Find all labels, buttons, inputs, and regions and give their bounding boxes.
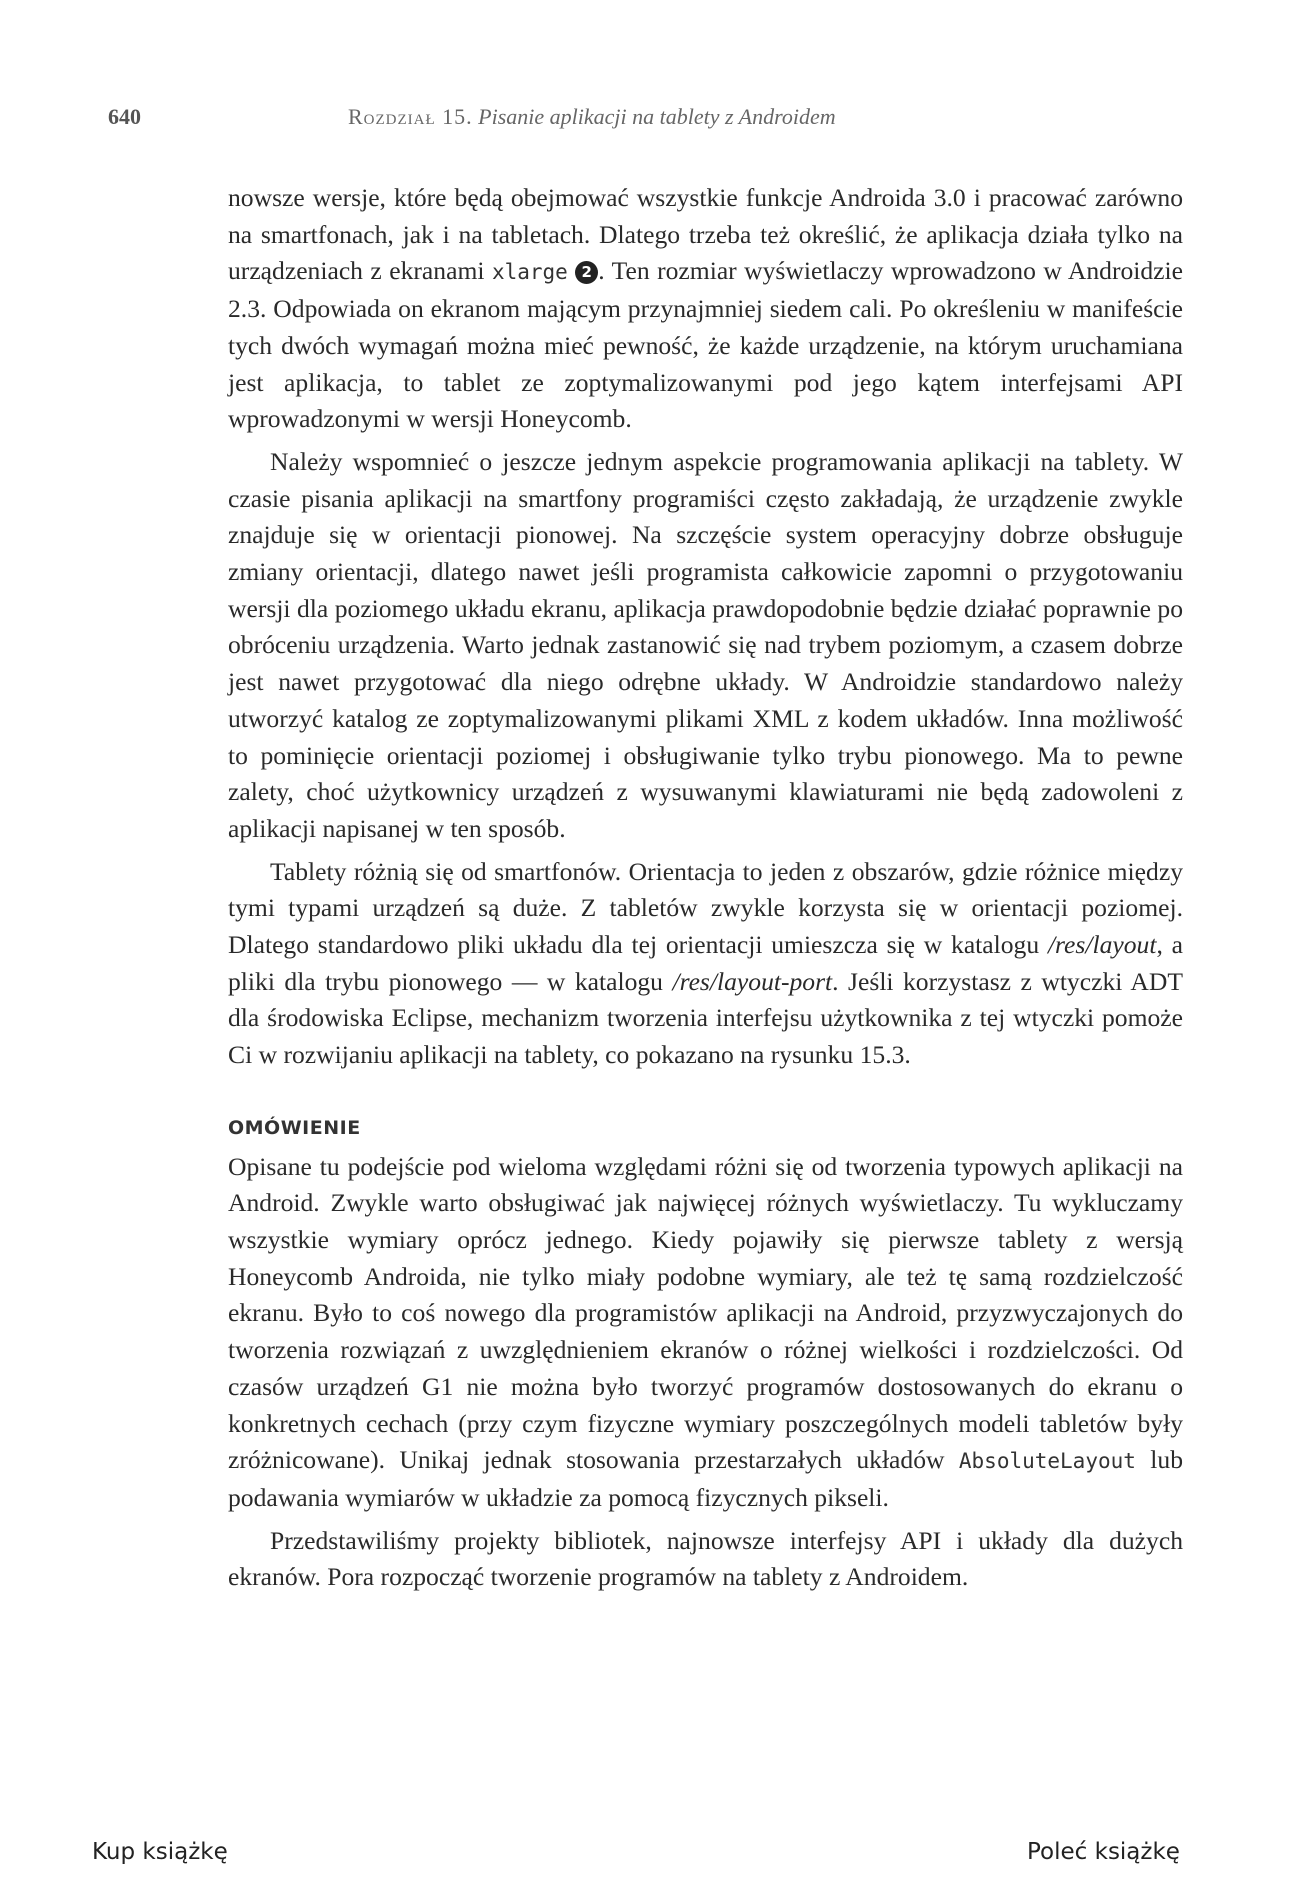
chapter-title: Pisanie aplikacji na tablety z Androidem: [478, 104, 836, 129]
paragraph-text: nowsze wersje, które będą obejmować wszystkie funkcje Androida 3.0 i pracować zarówno na smartfonach, jak i na tabletach. Dlatego trzeba też określić, że aplikacja działa tylko na urządzeniach z ekranami: [228, 183, 1183, 286]
paragraph-5: Przedstawiliśmy projekty bibliotek, najnowsze interfejsy API i układy dla dużych ekranów. Pora rozpocząć tworzenie programów na tablety z Androidem.: [228, 1525, 1183, 1592]
chapter-label: Rozdział 15.: [348, 104, 473, 129]
paragraph-text: Opisane tu podejście pod wieloma względami różni się od tworzenia typowych aplikacji na Android. Zwykle warto obsługiwać jak najwięcej różnych wyświetlaczy. Tu wykluczamy wszystkie wymiary oprócz jednego. Kiedy pojawiły się pierwsze tablety z wersją Honeycomb Androida, nie tylko miały podobne wymiary, ale też tę samą rozdzielczość ekranu. Było to coś nowego dla programistów aplikacji na Android, przyzwyczajonych do tworzenia rozwiązań z uwzględnieniem ekranów o różnej wielkości i rozdzielczości. Od czasów urządzeń G1 nie można było tworzyć programów dostosowanych do ekranu o konkretnych cechach (przy czym fizyczne wymiary poszczególnych modeli tabletów były zróżnicowane). Unikaj jednak stosowania przestarzałych układów: [228, 1151, 1183, 1475]
code-marker-icon: 2: [575, 261, 598, 284]
running-head: [348, 104, 836, 130]
recommend-book-link[interactable]: Poleć książkę: [1027, 1839, 1180, 1865]
paragraph-3: [228, 854, 1183, 1074]
paragraph-2: Należy wspomnieć o jeszcze jednym aspekcie programowania aplikacji na tablety. W czasie pisania aplikacji na smartfony programiści często zakładają, że urządzenie zwykle znajduje się w orientacji pionowej. Na szczęście system operacyjny dobrze obsługuje zmiany orientacji, dlatego nawet jeśli programista całkowicie zapomni o przygotowaniu wersji dla poziomego układu ekranu, aplikacja prawdopodobnie będzie działać poprawnie po obróceniu urządzenia. Warto jednak zastanowić się nad trybem poziomym, a czasem dobrze jest nawet przygotować dla niego odrębne układy. W Androidzie standardowo należy utworzyć katalog ze zoptymalizowanymi plikami XML z kodem układów. Inna możliwość to pominięcie orientacji poziomej i obsługiwanie tylko trybu pionowego. Ma to pewne zalety, choć użytkownicy urządzeń z wysuwanymi klawiaturami nie będą zadowoleni z aplikacji napisanej w ten sposób.: [228, 446, 1183, 843]
paragraph-text: Tablety różnią się od smartfonów. Orientacja to jeden z obszarów, gdzie różnice między tymi typami urządzeń są duże. Z tabletów zwykle korzysta się w orientacji poziomej. Dlatego standardowo pliki układu dla tej orientacji umieszcza się w katalogu: [228, 856, 1183, 960]
page-body: [228, 180, 1183, 1596]
inline-code: xlarge: [491, 260, 568, 285]
paragraph-4: [228, 1149, 1183, 1517]
path-res-layout-port: /res/layout-port: [672, 966, 833, 996]
section-heading: OMÓWIENIE: [228, 1116, 361, 1139]
paragraph-1: [228, 180, 1183, 438]
buy-book-link[interactable]: Kup książkę: [92, 1839, 228, 1865]
paragraph-text: . Jeśli korzystasz z wtyczki ADT dla środowiska Eclipse, mechanizm tworzenia interfejsu użytkownika z tej wtyczki pomoże Ci w rozwijaniu aplikacji na tablety, co pokazano na rysunku 15.3.: [228, 966, 1184, 1070]
paragraph-text: lub podawania wymiarów w układzie za pomocą fizycznych pikseli.: [228, 1445, 1183, 1512]
paragraph-text: . Ten rozmiar wyświetlaczy wprowadzono w Androidzie 2.3. Odpowiada on ekranom mającym przynajmniej siedem cali. Po określeniu w manifeście tych dwóch wymagań można mieć pewność, że każde urządzenie, na którym uruchamiana jest aplikacja, to tablet ze zoptymalizowanymi pod jego kątem interfejsami API wprowadzonymi w wersji Honeycomb.: [228, 256, 1184, 434]
path-res-layout: /res/layout: [1047, 930, 1157, 960]
inline-code: AbsoluteLayout: [958, 1449, 1136, 1474]
page-number: 640: [108, 104, 141, 129]
paragraph-text: , a pliki dla trybu pionowego — w katalogu: [228, 930, 1183, 996]
